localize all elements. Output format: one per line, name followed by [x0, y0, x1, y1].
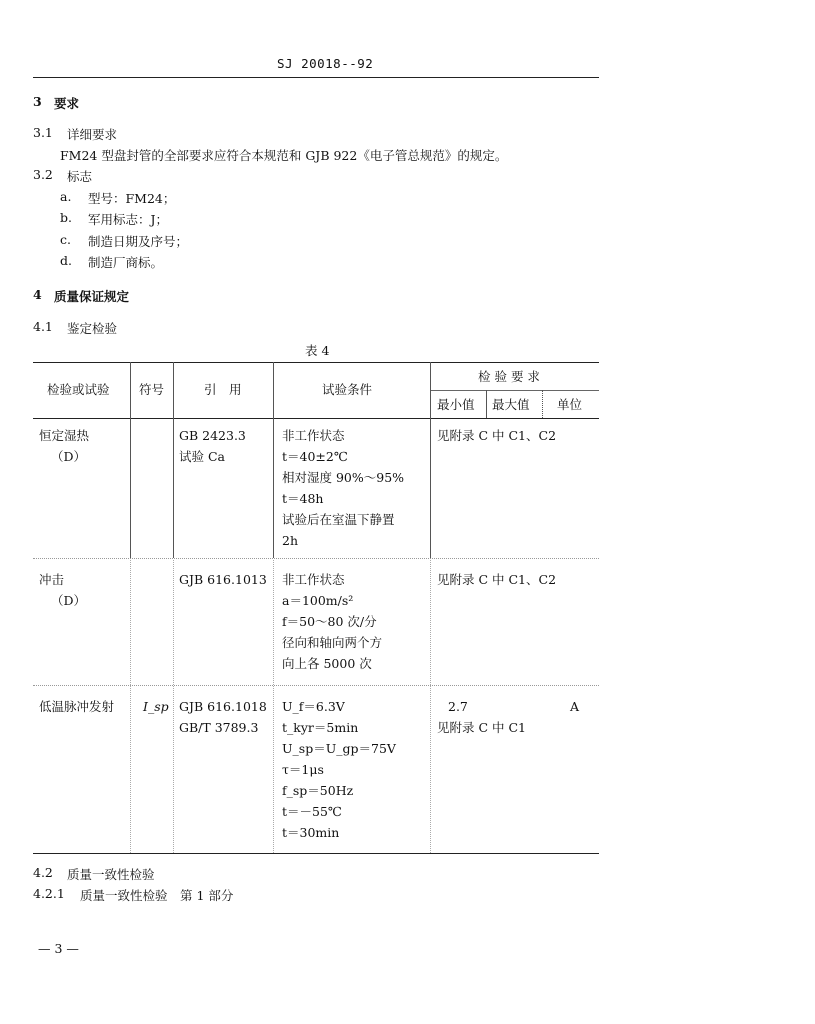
list-item: 制造日期及序号；: [88, 234, 189, 249]
list-item-letter: a.: [60, 189, 72, 204]
document-number: SJ 20018--92: [277, 56, 374, 71]
section-4-2-1-number: 4.2.1: [33, 886, 65, 901]
table-caption: 表 4: [305, 343, 330, 358]
row-separator: [33, 685, 599, 686]
list-item: 型号：FM24；: [88, 191, 176, 206]
table-top-rule: [33, 362, 599, 363]
header-test: 检验或试验: [47, 382, 110, 397]
row-min: 2.7: [448, 699, 468, 714]
header-split-rule: [430, 390, 599, 391]
list-item-letter: d.: [60, 253, 72, 268]
header-rule: [33, 77, 599, 78]
column-rule: [430, 560, 431, 853]
section-3-number: 3: [33, 94, 42, 109]
section-4-title: 质量保证规定: [54, 289, 130, 304]
section-4-2-title: 质量一致性检验: [67, 867, 155, 882]
row-reference: GJB 616.1018 GB/T 3789.3: [179, 699, 267, 735]
row-test: 低温脉冲发射: [39, 699, 115, 714]
table-bottom-rule: [33, 853, 599, 854]
row-separator: [33, 558, 599, 559]
section-4-1-number: 4.1: [33, 319, 53, 334]
column-rule: [173, 560, 174, 853]
section-3-1-number: 3.1: [33, 125, 53, 140]
row-requirement: 见附录 C 中 C1: [437, 720, 527, 735]
section-4-2-1-title: 质量一致性检验 第 1 部分: [80, 888, 234, 903]
header-reference: 引 用: [204, 382, 242, 397]
row-unit: A: [570, 699, 580, 714]
header-requirements: 检 验 要 求: [478, 369, 540, 384]
column-rule: [542, 390, 543, 418]
column-rule: [273, 560, 274, 853]
section-4-1-title: 鉴定检验: [67, 321, 118, 336]
page-number: — 3 —: [38, 941, 79, 956]
row-requirement: 见附录 C 中 C1、C2: [437, 572, 557, 587]
column-rule: [273, 362, 274, 558]
section-4-number: 4: [33, 287, 42, 302]
row-symbol: I_sp: [143, 699, 169, 714]
column-rule: [173, 362, 174, 558]
section-3-title: 要求: [54, 96, 80, 111]
list-item: 军用标志：J；: [88, 212, 169, 227]
section-3-2-number: 3.2: [33, 167, 53, 182]
header-symbol: 符号: [139, 382, 165, 397]
column-rule: [430, 362, 431, 558]
header-max: 最大值: [492, 397, 530, 412]
column-rule: [130, 362, 131, 558]
header-min: 最小值: [437, 397, 475, 412]
row-conditions: 非工作状态 t＝40±2℃ 相对湿度 90%～95% t＝48h 试验后在室温下静置 2h: [282, 428, 405, 548]
list-item-letter: b.: [60, 210, 72, 225]
row-conditions: U_f＝6.3V t_kyr＝5min U_sp＝U_gp＝75V τ＝1μs f_sp＝50Hz t＝－55℃ t＝30min: [282, 699, 396, 840]
row-test: 恒定湿热 （D）: [39, 428, 90, 464]
row-reference: GJB 616.1013: [179, 572, 267, 587]
section-3-1-title: 详细要求: [67, 127, 118, 142]
column-rule: [486, 390, 487, 418]
header-bottom-rule: [33, 418, 599, 419]
section-3-2-title: 标志: [67, 169, 93, 184]
header-unit: 单位: [557, 397, 583, 412]
list-item-letter: c.: [60, 232, 71, 247]
row-reference: GB 2423.3 试验 Ca: [179, 428, 246, 464]
section-4-2-number: 4.2: [33, 865, 53, 880]
column-rule: [130, 560, 131, 853]
row-requirement: 见附录 C 中 C1、C2: [437, 428, 557, 443]
section-3-1-text: FM24 型盘封管的全部要求应符合本规范和 GJB 922《电子管总规范》的规定。: [60, 148, 508, 163]
header-conditions: 试验条件: [322, 382, 373, 397]
row-test: 冲击 （D）: [39, 572, 87, 608]
row-conditions: 非工作状态 a＝100m/s² f＝50～80 次/分 径向和轴向两个方 向上各 5000 次: [282, 572, 383, 671]
list-item: 制造厂商标。: [88, 255, 164, 270]
